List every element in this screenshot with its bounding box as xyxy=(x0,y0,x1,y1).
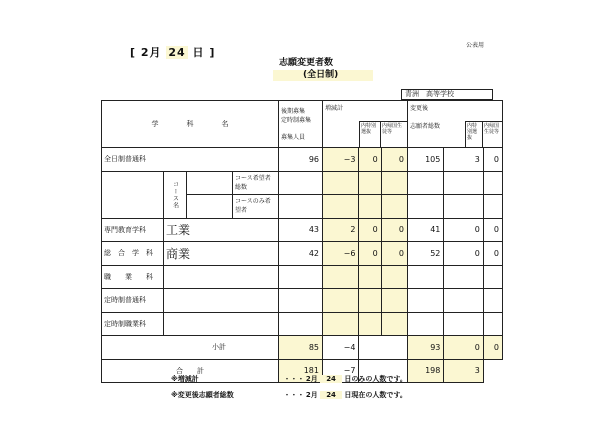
change-cell: −6 xyxy=(323,242,359,266)
after-b-cell: 0 xyxy=(483,218,502,242)
capacity-cell: 42 xyxy=(279,242,323,266)
capacity-cell: 181 xyxy=(279,359,323,383)
after-inner-b-header: 内帰国生徒等 xyxy=(483,121,502,147)
capacity-cell: 85 xyxy=(279,336,323,360)
row-label: 専門教育学科 xyxy=(102,218,164,242)
school-name: 青洲 高等学校 xyxy=(401,89,493,100)
after-cell: 52 xyxy=(408,242,444,266)
course-total-label: コース希望者総数 xyxy=(233,171,279,195)
table-row xyxy=(102,218,503,242)
after-a-cell: 3 xyxy=(444,148,483,172)
change-b-cell: 0 xyxy=(381,218,407,242)
course-only-label: コースのみ希望者 xyxy=(233,195,279,219)
change-inner-a-header: 内特別選抜 xyxy=(359,121,381,147)
change-cell: −7 xyxy=(323,359,359,383)
change-a-cell: 0 xyxy=(359,242,381,266)
after-b-cell: 0 xyxy=(483,148,502,172)
date-prefix: [ 2月 xyxy=(130,46,162,59)
table-row xyxy=(102,265,503,289)
after-a-cell: 0 xyxy=(444,242,483,266)
applicant-change-table xyxy=(101,100,503,383)
note-day: 24 xyxy=(320,375,342,383)
subtotal-row xyxy=(102,336,503,360)
date-day: 24 xyxy=(168,46,186,59)
after-cell: 41 xyxy=(408,218,444,242)
department-name: 商業 xyxy=(164,242,279,266)
table-row xyxy=(102,171,503,195)
after-inner-a-header: 内特別選抜 xyxy=(465,121,483,147)
date-suffix: 日 ] xyxy=(192,46,216,59)
after-b-cell: 0 xyxy=(483,242,502,266)
note-text: 日のみの人数です。 xyxy=(344,375,407,383)
table-row xyxy=(102,148,503,172)
after-cell: 105 xyxy=(408,148,444,172)
note-dots: ・・・ xyxy=(283,375,305,383)
total-label: 合 計 xyxy=(102,359,279,383)
row-label: 定時制普通科 xyxy=(102,289,164,313)
after-a-cell: 0 xyxy=(444,336,483,360)
note-text: 日現在の人数です。 xyxy=(344,391,407,399)
change-b-cell: 0 xyxy=(381,148,407,172)
table-row xyxy=(102,289,503,313)
note-label: ※変更後志願者総数 xyxy=(171,391,234,399)
date-header xyxy=(130,44,215,60)
course-label: コース名 xyxy=(164,171,187,218)
change-header xyxy=(323,101,408,148)
capacity-header-top: 後期募集 xyxy=(281,107,306,115)
change-cell: −3 xyxy=(323,148,359,172)
row-label: 職 業 科 xyxy=(102,265,164,289)
after-total-header: 志願者総数 xyxy=(410,123,441,130)
after-a-cell: 3 xyxy=(444,359,483,383)
after-a-cell: 0 xyxy=(444,218,483,242)
page-title: 志願変更者数 xyxy=(278,58,333,68)
row-label: 総 合 学 科 xyxy=(102,242,164,266)
capacity-header xyxy=(279,101,323,148)
after-b-cell: 0 xyxy=(483,336,502,360)
department-name: 工業 xyxy=(164,218,279,242)
change-cell: 2 xyxy=(323,218,359,242)
note-label: ※増減計 xyxy=(171,375,199,383)
after-header xyxy=(408,101,503,148)
change-inner-b-header: 内帰国生徒等 xyxy=(381,121,407,147)
change-a-cell: 0 xyxy=(359,218,381,242)
note-change xyxy=(171,374,407,384)
capacity-header-bottom: 募集人員 xyxy=(281,133,306,141)
note-dots: ・・・ xyxy=(283,391,305,399)
change-cell: −4 xyxy=(323,336,359,360)
after-cell: 198 xyxy=(408,359,444,383)
official-use-label: 公表用 xyxy=(466,42,485,49)
table-row xyxy=(102,242,503,266)
header-row xyxy=(102,101,503,148)
row-label: 全日制普通科 xyxy=(102,148,279,172)
change-b-cell: 0 xyxy=(381,242,407,266)
after-cell: 93 xyxy=(408,336,444,360)
capacity-header-mid: 定時制募集 xyxy=(281,116,312,124)
row-label: 定時制職業科 xyxy=(102,312,164,336)
table-row xyxy=(102,195,503,219)
subject-header: 学 科 名 xyxy=(102,101,279,148)
note-month: 2月 xyxy=(305,375,318,383)
table-row xyxy=(102,312,503,336)
change-header-label: 増減計 xyxy=(325,105,344,112)
after-header-label: 変更後 xyxy=(410,105,429,112)
note-after-total xyxy=(171,390,407,400)
capacity-cell: 96 xyxy=(279,148,323,172)
subtotal-label: 小計 xyxy=(102,336,279,360)
change-a-cell: 0 xyxy=(359,148,381,172)
note-month: 2月 xyxy=(305,391,318,399)
note-day: 24 xyxy=(320,391,342,399)
page-subtitle: (全日制) xyxy=(273,70,373,81)
capacity-cell: 43 xyxy=(279,218,323,242)
